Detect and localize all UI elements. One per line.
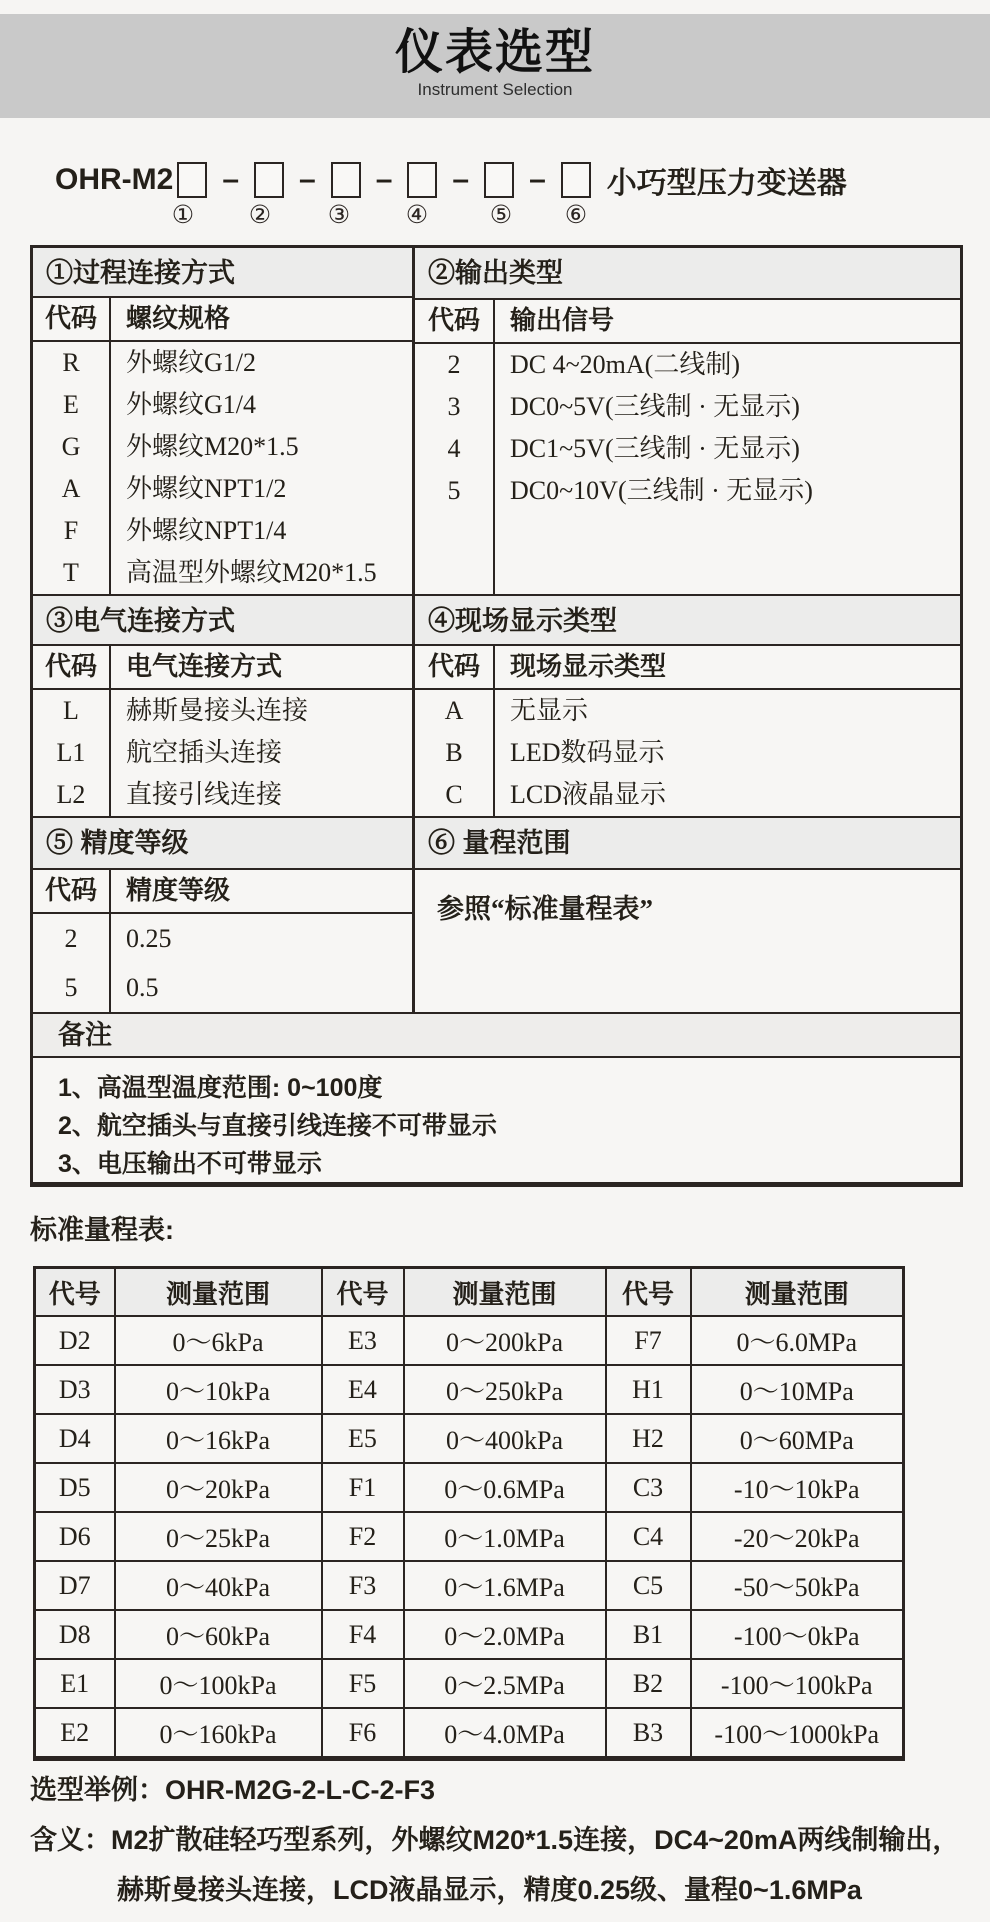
section-title: ⑥ 量程范围 <box>415 818 960 870</box>
position-number-1: ① <box>171 202 195 229</box>
section-title: ①过程连接方式 <box>33 248 412 298</box>
range-table-row <box>35 1708 904 1759</box>
code-cell: 5 <box>447 476 461 505</box>
column-header-desc: 螺纹规格 <box>126 304 231 333</box>
section-title: ③电气连接方式 <box>33 596 412 646</box>
model-code-box-2 <box>254 162 284 198</box>
code-cell: A <box>444 696 464 725</box>
column-header-desc: 现场显示类型 <box>510 652 667 681</box>
range-col-header: 代号 <box>322 1268 404 1317</box>
section-measuring-range <box>415 818 960 1012</box>
range-table-row <box>35 1561 904 1610</box>
range-code-cell: F6 <box>322 1708 404 1759</box>
column-header-code: 代码 <box>415 300 495 342</box>
desc-cell: 外螺纹G1/2 <box>126 348 257 377</box>
range-table-header-row <box>35 1268 904 1317</box>
range-reference-note: 参照“标准量程表” <box>437 894 653 924</box>
section-display-type <box>415 596 960 816</box>
position-number-3: ③ <box>327 202 351 229</box>
range-code-cell: F4 <box>322 1610 404 1659</box>
model-code-box-1 <box>177 162 207 198</box>
range-value-cell: 0～2.0MPa <box>404 1610 606 1659</box>
code-cell: 2 <box>64 924 78 953</box>
code-column <box>33 690 111 816</box>
section-process-connection <box>33 248 415 594</box>
range-code-cell: E1 <box>35 1659 115 1708</box>
position-number-4: ④ <box>405 202 429 229</box>
model-code-box-6 <box>561 162 591 198</box>
desc-cell: 外螺纹M20*1.5 <box>126 432 299 461</box>
range-value-cell: 0～16kPa <box>115 1414 322 1463</box>
position-number-6: ⑥ <box>564 202 588 229</box>
code-cell: F <box>63 516 79 545</box>
selection-row-electrical-display <box>33 596 960 818</box>
model-code-box-5 <box>484 162 514 198</box>
range-value-cell: -100～1000kPa <box>691 1708 904 1759</box>
selection-example-line <box>30 1768 435 1807</box>
section-body <box>415 344 960 594</box>
section-electrical-connection <box>33 596 415 816</box>
range-col-header: 代号 <box>606 1268 691 1317</box>
desc-column <box>495 344 960 594</box>
range-code-cell: C5 <box>606 1561 691 1610</box>
code-cell: A <box>61 474 81 503</box>
section-accuracy-class <box>33 818 415 1012</box>
desc-column <box>495 690 960 816</box>
range-value-cell: 0～10kPa <box>115 1365 322 1414</box>
code-cell: 3 <box>447 392 461 421</box>
range-code-cell: E4 <box>322 1365 404 1414</box>
example-value: OHR-M2G-2-L-C-2-F3 <box>165 1775 435 1805</box>
page-subtitle: Instrument Selection <box>417 80 573 99</box>
range-code-cell: D2 <box>35 1316 115 1365</box>
meaning-line-1 <box>30 1818 959 1857</box>
code-column <box>33 914 111 1012</box>
column-header-desc: 精度等级 <box>126 876 231 905</box>
column-header-code: 代码 <box>33 870 111 912</box>
code-cell: 4 <box>447 434 461 463</box>
range-code-cell: F7 <box>606 1316 691 1365</box>
desc-cell: 外螺纹G1/4 <box>126 390 257 419</box>
standard-range-table <box>33 1266 905 1761</box>
code-column <box>415 344 495 594</box>
desc-cell: 0.5 <box>126 973 159 1002</box>
remark-item: 2、航空插头与直接引线连接不可带显示 <box>58 1112 497 1140</box>
range-value-cell: 0～1.0MPa <box>404 1512 606 1561</box>
range-value-cell: 0～6kPa <box>115 1316 322 1365</box>
range-value-cell: 0～160kPa <box>115 1708 322 1759</box>
range-col-header: 代号 <box>35 1268 115 1317</box>
range-value-cell: 0～6.0MPa <box>691 1316 904 1365</box>
range-code-cell: D7 <box>35 1561 115 1610</box>
meaning-label: 含义： <box>30 1825 111 1855</box>
range-code-cell: F1 <box>322 1463 404 1512</box>
column-header-row <box>33 298 412 342</box>
desc-cell: 高温型外螺纹M20*1.5 <box>126 558 377 587</box>
range-code-cell: H1 <box>606 1365 691 1414</box>
range-code-cell: D4 <box>35 1414 115 1463</box>
range-table-body <box>35 1316 904 1759</box>
range-code-cell: B2 <box>606 1659 691 1708</box>
range-table-row <box>35 1512 904 1561</box>
range-code-cell: F5 <box>322 1659 404 1708</box>
range-value-cell: -100～0kPa <box>691 1610 904 1659</box>
range-value-cell: 0～20kPa <box>115 1463 322 1512</box>
model-dash: – <box>529 163 546 196</box>
column-header-code: 代码 <box>33 646 111 688</box>
selection-row-process-output <box>33 248 960 596</box>
model-dash: – <box>375 163 393 196</box>
range-code-cell: E5 <box>322 1414 404 1463</box>
range-code-cell: D8 <box>35 1610 115 1659</box>
column-header-row <box>415 300 960 344</box>
column-header-desc: 输出信号 <box>510 306 615 335</box>
code-cell: G <box>61 432 81 461</box>
model-position-numbers <box>0 202 990 232</box>
code-cell: 5 <box>64 973 78 1002</box>
range-value-cell: 0～60kPa <box>115 1610 322 1659</box>
meaning-text-1: M2扩散硅轻巧型系列，外螺纹M20*1.5连接，DC4~20mA两线制输出， <box>111 1825 960 1855</box>
code-cell: B <box>445 738 463 767</box>
column-header-row <box>415 646 960 690</box>
section-body <box>33 690 412 816</box>
range-value-cell: 0～10MPa <box>691 1365 904 1414</box>
range-value-cell: 0～0.6MPa <box>404 1463 606 1512</box>
column-header-desc: 电气连接方式 <box>126 652 283 681</box>
range-value-cell: 0～60MPa <box>691 1414 904 1463</box>
desc-cell: 0.25 <box>126 924 172 953</box>
code-cell: L1 <box>56 738 86 767</box>
code-cell: T <box>63 558 79 587</box>
model-dash: – <box>222 163 240 196</box>
range-value-cell: -10～10kPa <box>691 1463 904 1512</box>
model-code-line <box>55 158 847 202</box>
range-col-header: 测量范围 <box>115 1268 322 1317</box>
code-cell: E <box>63 390 79 419</box>
desc-column <box>111 342 412 594</box>
code-cell: R <box>62 348 80 377</box>
range-code-cell: F3 <box>322 1561 404 1610</box>
section-title: ④现场显示类型 <box>415 596 960 646</box>
selection-row-accuracy-range <box>33 818 960 1014</box>
code-column <box>415 690 495 816</box>
range-table-row <box>35 1610 904 1659</box>
range-code-cell: H2 <box>606 1414 691 1463</box>
desc-cell: DC0~10V(三线制 · 无显示) <box>510 476 813 505</box>
section-body <box>33 342 412 594</box>
code-cell: 2 <box>447 350 461 379</box>
range-table-row <box>35 1316 904 1365</box>
remark-item: 1、高温型温度范围: 0~100度 <box>58 1074 383 1102</box>
model-prefix: OHR-M2 <box>55 163 174 196</box>
column-header-row <box>33 870 412 914</box>
range-value-cell: 0～25kPa <box>115 1512 322 1561</box>
range-value-cell: 0～250kPa <box>404 1365 606 1414</box>
section-body <box>33 914 412 1012</box>
selection-table <box>30 245 963 1187</box>
code-cell: L <box>63 696 79 725</box>
range-code-cell: C3 <box>606 1463 691 1512</box>
desc-cell: 直接引线连接 <box>126 780 283 809</box>
position-number-2: ② <box>248 202 272 229</box>
range-col-header: 测量范围 <box>691 1268 904 1317</box>
range-table-row <box>35 1463 904 1512</box>
desc-cell: 赫斯曼接头连接 <box>126 696 309 725</box>
range-value-cell: 0～400kPa <box>404 1414 606 1463</box>
range-table-row <box>35 1659 904 1708</box>
code-column <box>33 342 111 594</box>
range-code-cell: D3 <box>35 1365 115 1414</box>
range-value-cell: 0～100kPa <box>115 1659 322 1708</box>
desc-column <box>111 914 412 1012</box>
model-dash: – <box>299 163 316 196</box>
section-title: ②输出类型 <box>415 248 960 300</box>
meaning-line-2 <box>117 1868 862 1907</box>
section-output-type <box>415 248 960 594</box>
desc-cell: 外螺纹NPT1/2 <box>126 474 287 503</box>
range-code-cell: B1 <box>606 1610 691 1659</box>
section-title: ⑤ 精度等级 <box>33 818 412 870</box>
code-cell: L2 <box>56 780 86 809</box>
model-dash: – <box>452 163 470 196</box>
range-value-cell: -20～20kPa <box>691 1512 904 1561</box>
range-code-cell: E3 <box>322 1316 404 1365</box>
range-code-cell: D5 <box>35 1463 115 1512</box>
range-code-cell: E2 <box>35 1708 115 1759</box>
desc-cell: LCD液晶显示 <box>510 780 667 809</box>
remarks-section <box>33 1014 960 1183</box>
range-value-cell: 0～4.0MPa <box>404 1708 606 1759</box>
range-value-cell: 0～2.5MPa <box>404 1659 606 1708</box>
range-value-cell: 0～1.6MPa <box>404 1561 606 1610</box>
code-cell: C <box>445 780 463 809</box>
column-header-code: 代码 <box>33 298 111 340</box>
range-table-row <box>35 1365 904 1414</box>
page-header-bar <box>0 14 990 118</box>
desc-column <box>111 690 412 816</box>
remarks-title: 备注 <box>33 1014 960 1058</box>
position-number-5: ⑤ <box>489 202 513 229</box>
range-value-cell: 0～40kPa <box>115 1561 322 1610</box>
range-col-header: 测量范围 <box>404 1268 606 1317</box>
range-value-cell: -100～100kPa <box>691 1659 904 1708</box>
example-label: 选型举例： <box>30 1775 165 1805</box>
range-code-cell: C4 <box>606 1512 691 1561</box>
range-value-cell: -50～50kPa <box>691 1561 904 1610</box>
desc-cell: DC 4~20mA(二线制) <box>510 350 741 379</box>
desc-cell: DC0~5V(三线制 · 无显示) <box>510 392 800 421</box>
range-code-cell: B3 <box>606 1708 691 1759</box>
column-header-row <box>33 646 412 690</box>
range-value-cell: 0～200kPa <box>404 1316 606 1365</box>
range-table-row <box>35 1414 904 1463</box>
range-code-cell: F2 <box>322 1512 404 1561</box>
desc-cell: 航空插头连接 <box>126 738 283 767</box>
range-code-cell: D6 <box>35 1512 115 1561</box>
desc-cell: 外螺纹NPT1/4 <box>126 516 287 545</box>
model-suffix: 小巧型压力变送器 <box>606 167 847 200</box>
range-table-title: 标准量程表: <box>30 1215 174 1245</box>
model-code-box-3 <box>331 162 361 198</box>
desc-cell: 无显示 <box>510 696 589 725</box>
remark-item: 3、电压输出不可带显示 <box>58 1150 322 1178</box>
model-code-box-4 <box>407 162 437 198</box>
desc-cell: LED数码显示 <box>510 738 665 767</box>
remarks-body <box>33 1058 960 1183</box>
section-body <box>415 690 960 816</box>
page-title: 仪表选型 <box>394 26 595 79</box>
column-header-code: 代码 <box>415 646 495 688</box>
meaning-text-2: 赫斯曼接头连接，LCD液晶显示，精度0.25级、量程0~1.6MPa <box>117 1875 862 1905</box>
desc-cell: DC1~5V(三线制 · 无显示) <box>510 434 800 463</box>
